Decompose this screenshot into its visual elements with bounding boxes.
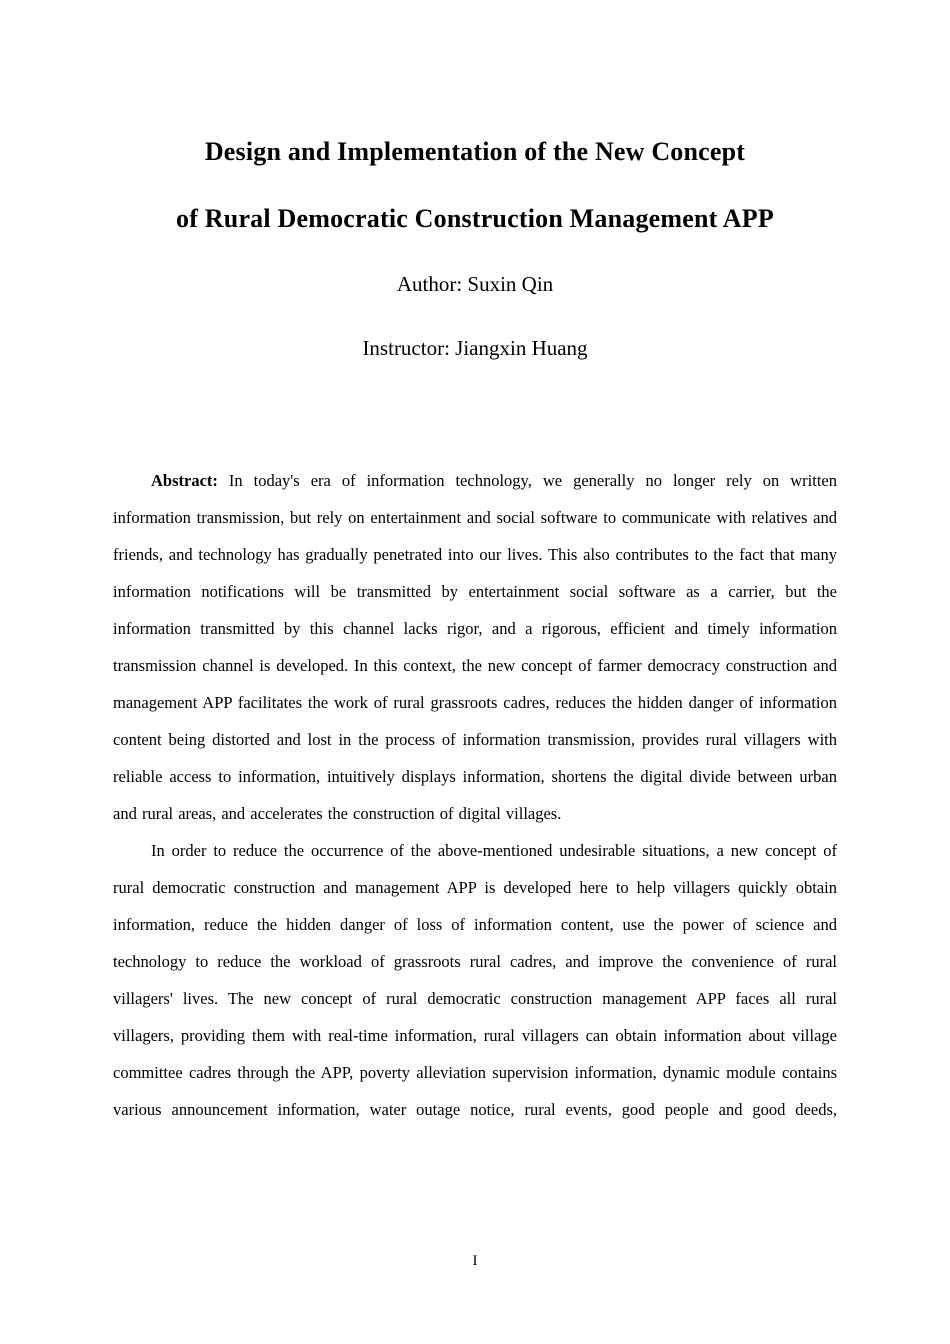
author-line: Author: Suxin Qin — [396, 272, 554, 296]
page-number: I — [472, 1253, 478, 1269]
abstract-label: Abstract: — [151, 471, 218, 490]
abstract-text: In today's era of information technology, we generally no longer rely on written information transmission, but rely on entertainment and social software to communicate with relatives and friends, and technology has gradually penetrated into our lives. This also contributes to the fact that many information notifications will be transmitted by entertainment social software as a carrier, but the information transmitted by this channel lacks rigor, and a rigorous, efficient and timely information transmission channel is developed. In this context, the new concept of farmer democracy construction and management APP facilitates the work of rural grassroots cadres, reduces the hidden danger of information content being distorted and lost in the process of information transmission, provides rural villagers with reliable access to information, intuitively displays information, shortens the digital divide between urban and rural areas, and accelerates the construction of digital villages. — [113, 471, 837, 823]
document-title-line-2: of Rural Democratic Construction Management APP — [176, 204, 774, 233]
document-title-line-1: Design and Implementation of the New Concept — [204, 137, 746, 166]
abstract-paragraph — [113, 462, 837, 832]
abstract-paragraph-2: In order to reduce the occurrence of the above-mentioned undesirable situations, a new concept of rural democratic construction and management APP is developed here to help villagers quickly obtain information, reduce the hidden danger of loss of information content, use the power of science and technology to reduce the workload of grassroots rural cadres, and improve the convenience of rural villagers' lives. The new concept of rural democratic construction management APP faces all rural villagers, providing them with real-time information, rural villagers can obtain information about village committee cadres through the APP, poverty alleviation supervision information, dynamic module contains various announcement information, water outage notice, rural events, good people and good deeds, — [113, 841, 837, 1119]
spacer — [113, 380, 837, 462]
instructor-line: Instructor: Jiangxin Huang — [362, 336, 588, 360]
